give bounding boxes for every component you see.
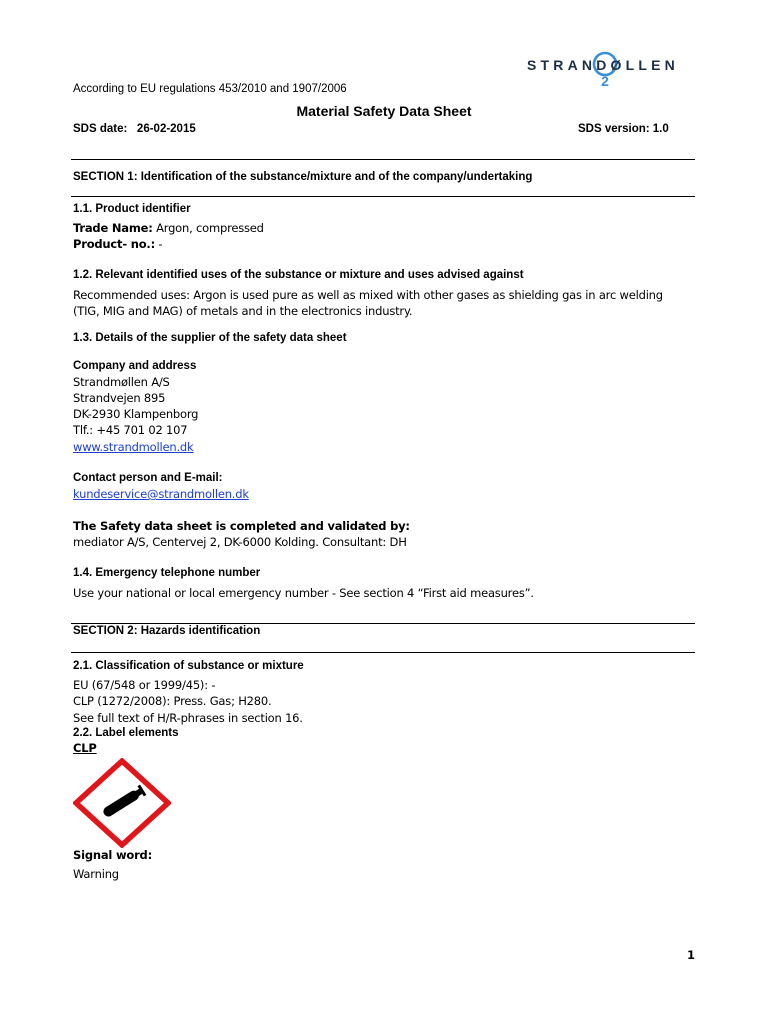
validated-value: mediator A/S, Centervej 2, DK-6000 Kolding. Consultant: DH — [73, 535, 407, 549]
divider — [71, 623, 695, 624]
clp-line: CLP (1272/2008): Press. Gas; H280. — [73, 694, 272, 708]
divider — [71, 652, 695, 653]
s12-heading: 1.2. Relevant identified uses of the substance or mixture and uses advised against — [73, 269, 524, 281]
sds-date-label: SDS date: — [73, 123, 128, 135]
product-no-value: - — [154, 237, 163, 251]
see-line: See full text of H/R-phrases in section 16. — [73, 711, 303, 725]
company-heading: Company and address — [73, 360, 197, 372]
clp-label: CLP — [73, 741, 97, 755]
product-no-label: Product- no.: — [73, 237, 155, 251]
logo-text-right: LLEN — [625, 57, 679, 73]
company-street: Strandvejen 895 — [73, 391, 166, 405]
section1-heading: SECTION 1: Identification of the substance/mixture and of the company/undertaking — [73, 171, 533, 183]
trade-name — [73, 221, 264, 235]
signal-word-value: Warning — [73, 867, 119, 881]
product-no — [73, 237, 162, 251]
s22-heading: 2.2. Label elements — [73, 727, 179, 739]
eu-line: EU (67/548 or 1999/45): - — [73, 678, 216, 692]
divider — [71, 196, 695, 197]
sds-date — [73, 123, 196, 135]
s21-heading: 2.1. Classification of substance or mixture — [73, 660, 304, 672]
contact-email-link[interactable]: kundeservice@strandmollen.dk — [73, 487, 249, 501]
contact-heading: Contact person and E-mail: — [73, 472, 223, 484]
logo-wordmark — [527, 57, 679, 73]
company-phone: Tlf.: +45 701 02 107 — [73, 423, 188, 437]
page-number: 1 — [687, 948, 695, 962]
s14-heading: 1.4. Emergency telephone number — [73, 567, 261, 579]
logo-text-o: Ø — [610, 57, 626, 73]
company-name: Strandmøllen A/S — [73, 375, 170, 389]
divider — [71, 159, 695, 160]
trade-name-label: Trade Name: — [73, 221, 153, 235]
company-city: DK-2930 Klampenborg — [73, 407, 199, 421]
s11-heading: 1.1. Product identifier — [73, 203, 191, 215]
regulation-line: According to EU regulations 453/2010 and 1907/2006 — [73, 83, 347, 95]
document-title: Material Safety Data Sheet — [296, 103, 472, 119]
signal-word-label: Signal word: — [73, 848, 152, 862]
company-website-link[interactable]: www.strandmollen.dk — [73, 440, 194, 454]
section2-heading: SECTION 2: Hazards identification — [73, 625, 261, 637]
trade-name-value: Argon, compressed — [152, 221, 264, 235]
sds-date-value: 26-02-2015 — [136, 123, 196, 135]
validated-heading: The Safety data sheet is completed and validated by: — [73, 519, 410, 533]
s14-text: Use your national or local emergency number - See section 4 “First aid measures”. — [73, 586, 534, 600]
s13-heading: 1.3. Details of the supplier of the safety data sheet — [73, 332, 347, 344]
s12-line1: Recommended uses: Argon is used pure as well as mixed with other gases as shielding gas in arc welding — [73, 288, 663, 302]
gas-cylinder-icon — [73, 758, 171, 848]
sds-version: SDS version: 1.0 — [578, 123, 669, 135]
logo-subscript: 2 — [601, 73, 609, 89]
logo-text-left: STRAND — [527, 57, 611, 73]
s12-line2: (TIG, MIG and MAG) of metals and in the electronics industry. — [73, 304, 413, 318]
